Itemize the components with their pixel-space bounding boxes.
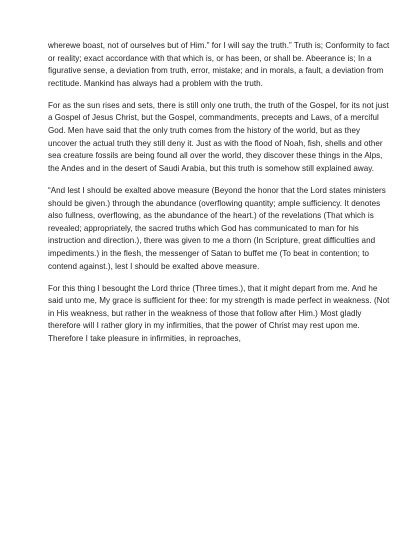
paragraph-grace-sufficient: For this thing I besought the Lord thrice (Three times.), that it might depart from me. And he said unto me, My grace is sufficient for thee: for my strength is made perfect in weakness. (Not in His weakness, but rather in the weakness of those that follow after Him.) Most gladly therefore will I rather glory in my infirmities, that the power of Christ may rest upon me. Therefore I take pleasure in infirmities, in reproaches, (48, 283, 390, 343)
paragraph-one-truth: For as the sun rises and sets, there is still only one truth, the truth of the Gospel, for its not just a Gospel of Jesus Christ, but the Gospel, commandments, precepts and Laws, of a merciful God. Men have said that the only truth comes from the history of the world, but as they uncover the actual truth they still deny it. Just as with the flood of Noah, fish, shells and other sea creature fossils are being found all over the world, they discover these things in the Alps, the Andes and in the desert of Saudi Arabia, but this truth is somehow still explained away. (48, 100, 389, 173)
paragraph-thorn-in-flesh: “And lest I should be exalted above measure (Beyond the honor that the Lord states ministers should be given.) through the abundance (overflowing quantity; ample sufficiency. It denotes also fullness, overflowing, as the abundance of the heart.) of the revelations (That which is revealed; appropriately, the sacred truths which God has communicated to man for his instruction and direction.), there was given to me a thorn (In Scripture, great difficulties and impediments.) in the flesh, the messenger of Satan to buffet me (To beat in contention; to contend against.), lest I should be exalted above measure. (48, 185, 386, 271)
document-page (48, 40, 390, 355)
paragraph-truth-definition: wherewe boast, not of ourselves but of Him.” for I will say the truth.” Truth is; Conformity to fact or reality; exact accordance with that which is, or has been, or shall be. Abeerance is; In a figurative sense, a deviation from truth, error, mistake; and in morals, a fault, a deviation from rectitude. Mankind has always had a problem with the truth. (48, 41, 390, 88)
